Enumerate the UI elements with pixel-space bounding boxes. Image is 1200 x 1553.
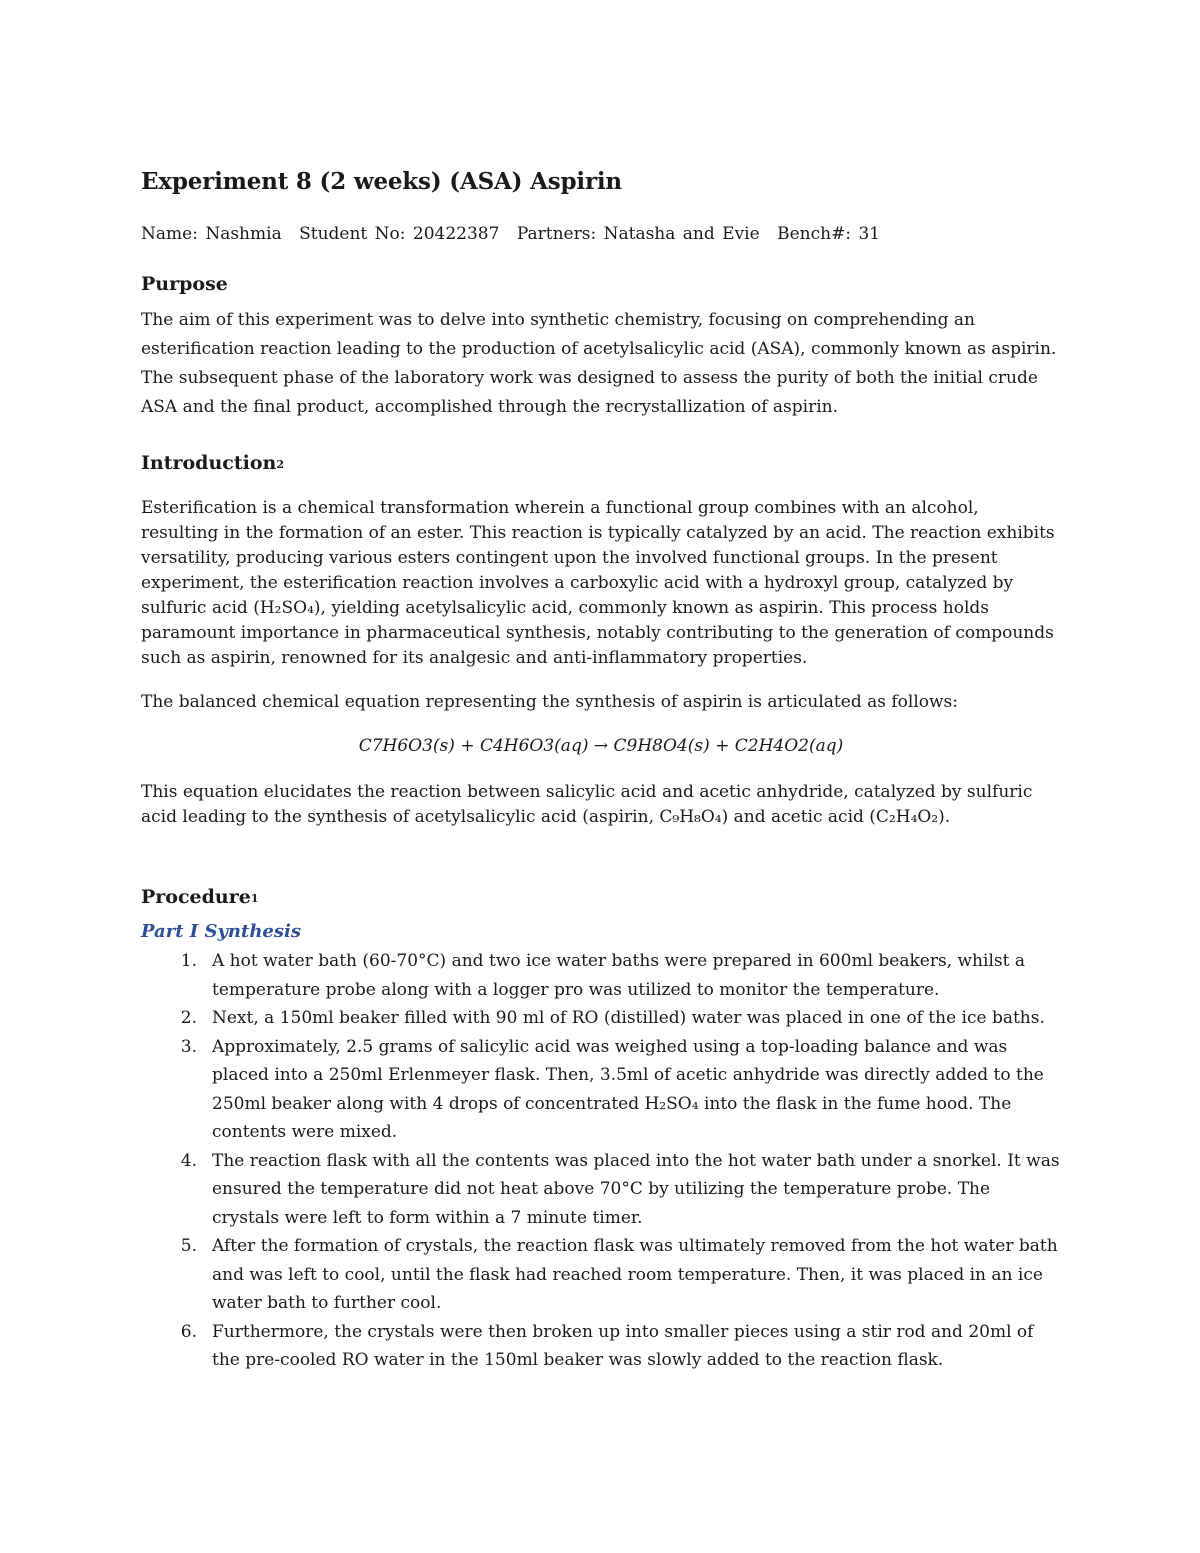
chemical-equation: C7H6O3(s) + C4H6O3(aq) → C9H8O4(s) + C2H4O2(aq)	[358, 736, 844, 756]
purpose-heading: Purpose	[141, 273, 228, 295]
procedure-heading	[141, 884, 258, 910]
step-number: 1.	[180, 951, 197, 971]
procedure-step	[141, 1147, 1061, 1233]
procedure-step	[141, 1318, 1061, 1375]
procedure-steps-list	[141, 947, 1061, 1375]
step-text: Next, a 150ml beaker filled with 90 ml of RO (distilled) water was placed in one of the ice baths.	[212, 1008, 1045, 1028]
bench-number: Bench#: 31	[777, 224, 881, 244]
student-number: Student No: 20422387	[299, 224, 500, 244]
introduction-heading	[141, 450, 284, 476]
step-number: 4.	[180, 1150, 197, 1171]
equation-intro-paragraph: The balanced chemical equation representing the synthesis of aspirin is articulated as follows:	[141, 692, 959, 712]
procedure-heading-text: Procedure	[141, 886, 251, 908]
purpose-paragraph: The aim of this experiment was to delve into synthetic chemistry, focusing on comprehending an esterification reaction leading to the production of acetylsalicylic acid (ASA), commonly known as aspirin. The subsequent phase of the laboratory work was designed to assess the purity of both the initial crude ASA and the final product, accomplished through the recrystallization of aspirin.	[141, 310, 1057, 417]
procedure-reference-mark: 1	[250, 892, 259, 905]
introduction-reference-mark: 2	[276, 458, 284, 471]
procedure-step	[141, 1004, 1061, 1033]
procedure-step	[141, 1033, 1061, 1147]
step-number: 3.	[180, 1036, 197, 1057]
step-number: 2.	[180, 1008, 197, 1028]
student-info-line	[141, 222, 880, 246]
step-text: Furthermore, the crystals were then broken up into smaller pieces using a stir rod and 20ml of the pre-cooled RO water in the 150ml beaker was slowly added to the reaction flask.	[212, 1321, 1034, 1370]
step-text: A hot water bath (60-70°C) and two ice water baths were prepared in 600ml beakers, whilst a temperature probe along with a logger pro was utilized to monitor the temperature.	[212, 951, 1025, 1000]
document-title: Experiment 8 (2 weeks) (ASA) Aspirin	[141, 168, 622, 195]
step-text: After the formation of crystals, the reaction flask was ultimately removed from the hot water bath and was left to cool, until the flask had reached room temperature. Then, it was placed in an ice water bath to further cool.	[212, 1236, 1058, 1313]
procedure-step	[141, 1232, 1061, 1318]
introduction-heading-text: Introduction	[141, 452, 277, 474]
student-name: Name: Nashmia	[141, 224, 282, 244]
procedure-step	[141, 947, 1061, 1004]
step-number: 5.	[180, 1236, 197, 1256]
lab-partners: Partners: Natasha and Evie	[516, 224, 760, 244]
equation-explanation-paragraph: This equation elucidates the reaction between salicylic acid and acetic anhydride, catalyzed by sulfuric acid leading to the synthesis of acetylsalicylic acid (aspirin, C₉H₈O₄) and acetic acid (C₂H₄O₂).	[141, 782, 1033, 827]
step-text: The reaction flask with all the contents was placed into the hot water bath under a snorkel. It was ensured the temperature did not heat above 70°C by utilizing the temperature probe. The crystals were left to form within a 7 minute timer.	[212, 1150, 1060, 1228]
introduction-paragraph: Esterification is a chemical transformation wherein a functional group combines with an alcohol, resulting in the formation of an ester. This reaction is typically catalyzed by an acid. The reaction exhibits versatility, producing various esters contingent upon the involved functional groups. In the present experiment, the esterification reaction involves a carboxylic acid with a hydroxyl group, catalyzed by sulfuric acid (H₂SO₄), yielding acetylsalicylic acid, commonly known as aspirin. This process holds paramount importance in pharmaceutical synthesis, notably contributing to the generation of compounds such as aspirin, renowned for its analgesic and anti-inflammatory properties.	[141, 498, 1055, 668]
step-text: Approximately, 2.5 grams of salicylic acid was weighed using a top-loading balance and was placed into a 250ml Erlenmeyer flask. Then, 3.5ml of acetic anhydride was directly added to the 250ml beaker along with 4 drops of concentrated H₂SO₄ into the flask in the fume hood. The contents were mixed.	[212, 1036, 1044, 1142]
step-number: 6.	[180, 1321, 197, 1342]
part-1-synthesis-heading: Part I Synthesis	[141, 921, 301, 942]
